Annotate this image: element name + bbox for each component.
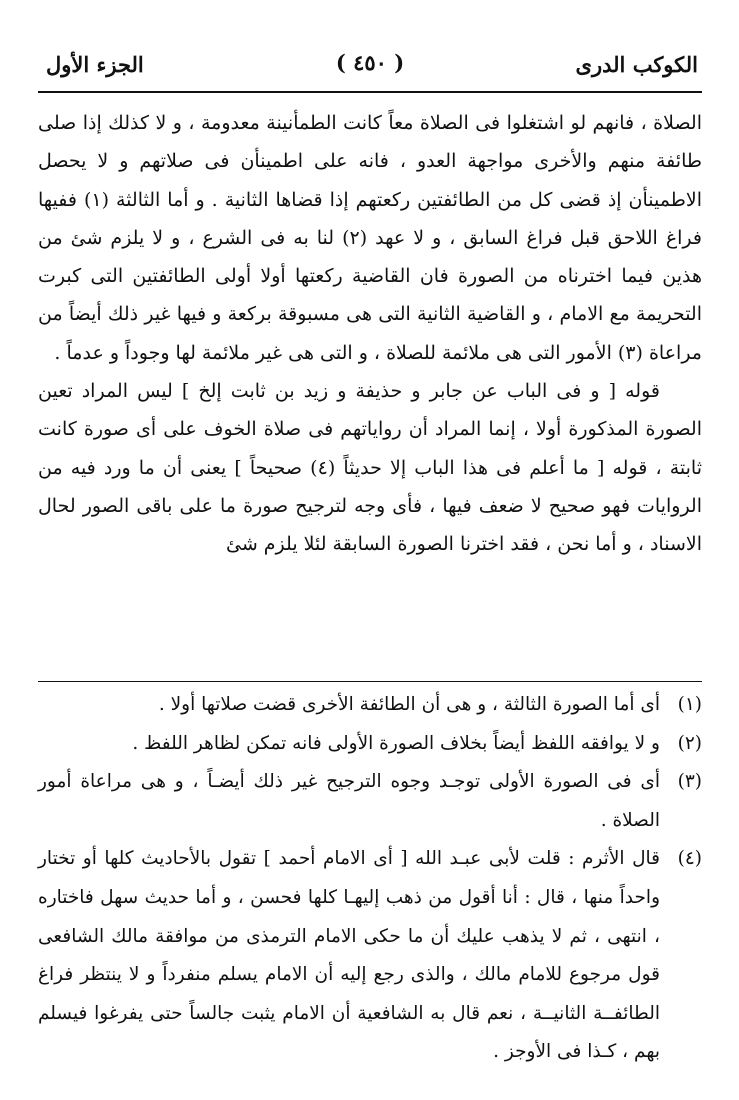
body-paragraph: قوله [ و فى الباب عن جابر و حذيفة و زيد بن ثابت إلخ ] ليس المراد تعين الصورة المذكورة أولا ، إنما المراد أن رواياتهم فى صلاة الخوف على أى صورة كانت ثابتة ، قوله [ ما أعلم فى هذا الباب إلا حديثاً (٤) صحيحاً ] يعنى أن ما ورد فيه من الروايات فهو صحيح لا ضعف فيها ، فأى وجه لترجيح صورة ما على باقى الصور لحال الاسناد ، و أما نحن ، فقد اخترنا الصورة السابقة لئلا يلزم شئ	[38, 380, 702, 556]
running-book-title: الكوكب الدرى	[575, 52, 698, 77]
footnote-item	[38, 725, 702, 764]
footnote-text: أى أما الصورة الثالثة ، و هى أن الطائفة الأخرى قضت صلاتها أولا .	[158, 694, 660, 715]
book-page	[38, 40, 703, 1063]
footnote-text: قال الأثرم : قلت لأبى عبـد الله [ أى الامام أحمد ] تقول بالأحاديث كلها أو تختار واحداً منها ، قال : أنا أقول من ذهب إليهـا كلها فحسن ، و أما حديث سهل فاختاره ، انتهى ، ثم لا يذهب عليك أن ما حكى الامام الترمذى من موافقة مالك الشافعى قول مرجوع للامام مالك ، والذى رجع إليه أن الامام يسلم منفرداً و لا ينتظر فراغ الطائفــة الثانيــة ، نعم قال به الشافعية أن الامام يثبت جالساً حتى يفرغوا فيسلم بهم ، كـذا فى الأوجز .	[38, 848, 660, 1063]
footnote-number: (١)	[677, 694, 702, 715]
footnote-item	[38, 840, 702, 1072]
main-text	[38, 104, 702, 564]
footnote-item	[38, 686, 702, 725]
footnotes	[38, 686, 702, 1072]
page-header	[38, 40, 702, 80]
footnote-text: و لا يوافقه اللفظ أيضاً بخلاف الصورة الأولى فانه تمكن لظاهر اللفظ .	[132, 732, 660, 754]
footnote-number: (٢)	[677, 732, 702, 754]
running-volume-label: الجزء الأول	[46, 52, 144, 77]
body-paragraph: الصلاة ، فانهم لو اشتغلوا فى الصلاة معاً كانت الطمأنينة معدومة ، و لا كذلك إذا صلى طائفة منهم والأخرى مواجهة العدو ، فانه على اطمينأن فى صلاتهم و لا يحصل الاطمينأن إذ قضى كل من الطائفتين ركعتهم إذا قضاها الثانية . و أما الثالثة (١) ففيها فراغ اللاحق قبل فراغ السابق ، و لا عهد (٢) لنا به فى الشرع ، و لا يلزم شئ من هذين فيما اخترناه من الصورة فان القاضية ركعتها أولا أولى الطائفتين التى كبرت التحريمة مع الامام ، و القاضية الثانية التى هى مسبوقة بركعة و فيها غير ذلك أيضاً من مراعاة (٣) الأمور التى هى ملائمة للصلاة ، و التى هى غير ملائمة لها وجوداً و عدماً .	[38, 112, 703, 364]
footnote-text: أى فى الصورة الأولى توجـد وجوه الترجيح غير ذلك أيضـاً ، و هى مراعاة أمور الصلاة .	[38, 771, 660, 831]
footnote-number: (٤)	[677, 848, 702, 870]
header-divider	[38, 91, 702, 93]
page-number: ( ٤٥٠ )	[335, 50, 405, 75]
footnote-item	[38, 763, 702, 840]
footnote-number: (٣)	[677, 771, 702, 793]
footnote-divider	[38, 681, 702, 682]
